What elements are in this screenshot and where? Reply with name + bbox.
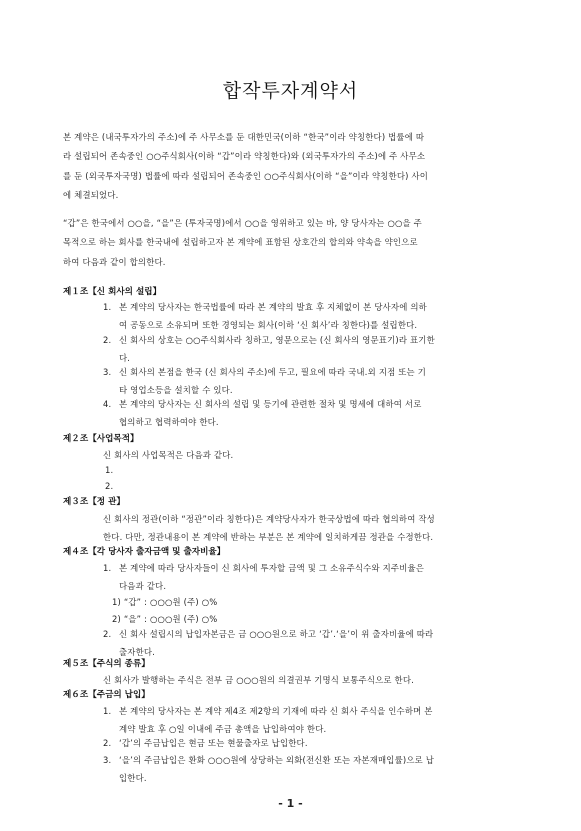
item-text: 본 계약의 당사자는 본 계약 제4조 제2항의 기재에 따라 신 회사 주식을 인수하며 본 [119,706,433,716]
item-number: 3. [103,755,112,765]
item-text: 본 계약에 따라 당사자들이 신 회사에 투자할 금액 및 그 소유주식수와 지주비율은 [119,563,425,573]
article-6-heading: 제６조【주금의 납입】 [63,690,150,700]
text-line: “갑”은 한국에서 ○○을, “을”은 (투자국명)에서 ○○을 영위하고 있는 바, 양 당사자는 ○○을 주 [63,218,422,228]
article-2-heading: 제２조【사업목적】 [63,434,139,444]
article-2-body: 신 회사의 사업목적은 다음과 같다. [103,450,234,460]
article-5-heading: 제５조【주식의 종류】 [63,659,150,669]
item-number: 1. [103,563,112,573]
article-6-item-1 [103,703,523,739]
article-4-sub-item: 1) “갑” : ○○○원 (주) ○% [112,597,218,607]
text-line: 를 둔 (외국투자국명) 법률에 따라 설립되어 존속중인 ○○주식회사(이하 “을”이라 약칭한다) 사이 [63,170,429,181]
article-6-item-2 [103,735,523,753]
text-line: 본 계약은 (내국투자가의 주소)에 주 사무소를 둔 대한민국(이하 “한국”이라 약칭한다) 법률에 따 [63,132,425,142]
item-text: 신 회사 설립시의 납입자본금은 금 ○○○원으로 하고 ‘갑’․‘을’이 위 출자비율에 따라 [119,629,434,639]
item-text: 신 회사의 상호는 ○○주식회사라 칭하고, 영문으로는 (신 회사의 영문표기)라 표기한 [119,335,435,345]
article-1-item-4 [103,396,523,432]
intro-paragraph-2 [63,214,519,272]
article-4-heading: 제４조【각 당사자 출자금액 및 출자비율】 [63,547,226,557]
page-number: - 1 - [278,797,303,810]
item-text: 입한다. [119,772,147,783]
item-text: 본 계약의 당사자는 신 회사의 설립 및 등기에 관련한 절차 및 명세에 대하여 서로 [119,399,422,409]
article-4-item-2 [103,626,523,662]
item-number: 2. [103,738,112,748]
item-number: 1. [103,302,112,312]
item-text: 출자한다. [119,646,156,657]
item-number: 3. [103,367,112,377]
item-text: 다. [119,352,131,363]
item-text: ‘갑’의 주금납입은 현금 또는 현물출자로 납입한다. [119,738,308,748]
text-line: 라 설립되어 존속중인 ○○주식회사(이하 “갑”이라 약칭한다)와 (외국투자가의 주소)에 주 사무소 [63,151,426,162]
text-line: 목적으로 하는 회사를 한국내에 설립하고자 본 계약에 표함된 상호간의 합의와 약속을 약인으로 [63,237,418,248]
intro-paragraph-1 [63,128,519,205]
article-2-list-item: 1. [105,465,114,475]
item-number: 4. [103,399,112,409]
article-5-body: 신 회사가 발행하는 주식은 전부 금 ○○○원의 의결권부 기명식 보통주식으로 한다. [103,675,415,685]
article-1-heading: 제１조【신 회사의 설립】 [63,287,162,297]
text-line: 하여 다음과 같이 합의한다. [63,256,166,267]
text-line: 에 체결되었다. [63,189,119,200]
document-title: 합작투자계약서 [222,80,359,102]
item-text: 신 회사의 본점을 한국 (신 회사의 주소)에 두고, 필요에 따라 국내․외 지점 또는 기 [119,367,427,377]
article-4-item-1 [103,560,523,596]
article-1-item-3 [103,364,523,400]
article-4-sub-item: 2) “을” : ○○○원 (주) ○% [112,614,218,624]
article-1-item-2 [103,332,523,368]
article-3-text-line: 신 회사의 정관(이하 “정관”이라 칭한다)은 계약당사자가 한국상법에 따라 협의하여 작성 [103,514,435,524]
article-1-item-1 [103,299,523,335]
article-6-item-3 [103,752,523,788]
item-text: 타 영업소등을 설치할 수 있다. [119,384,233,395]
article-3-text-line: 한다. 다만, 정관내용이 본 계약에 반하는 부분은 본 계약에 일치하게끔 정관을 수정한다. [103,532,434,542]
item-text: 계약 발효 후 ○일 이내에 주금 총액을 납입하여야 한다. [119,723,327,734]
item-text: 본 계약의 당사자는 한국법률에 따라 본 계약의 발효 후 지체없이 본 당사자에 의하 [119,302,427,312]
item-text: 협의하고 협력하여야 한다. [119,416,219,427]
article-2-list-item: 2. [105,481,114,491]
item-text: 여 공동으로 소유되며 또한 경영되는 회사(이하 ‘신 회사’라 칭한다)를 설립한다. [119,319,418,330]
item-number: 2. [103,335,112,345]
item-text: 다음과 같다. [119,580,167,591]
item-number: 2. [103,629,112,639]
item-number: 1. [103,706,112,716]
article-3-heading: 제３조【정 관】 [63,497,125,507]
item-text: ‘을’의 주금납입은 환화 ○○○원에 상당하는 외화(전신환 또는 자본재매입률)으로 납 [119,755,435,765]
